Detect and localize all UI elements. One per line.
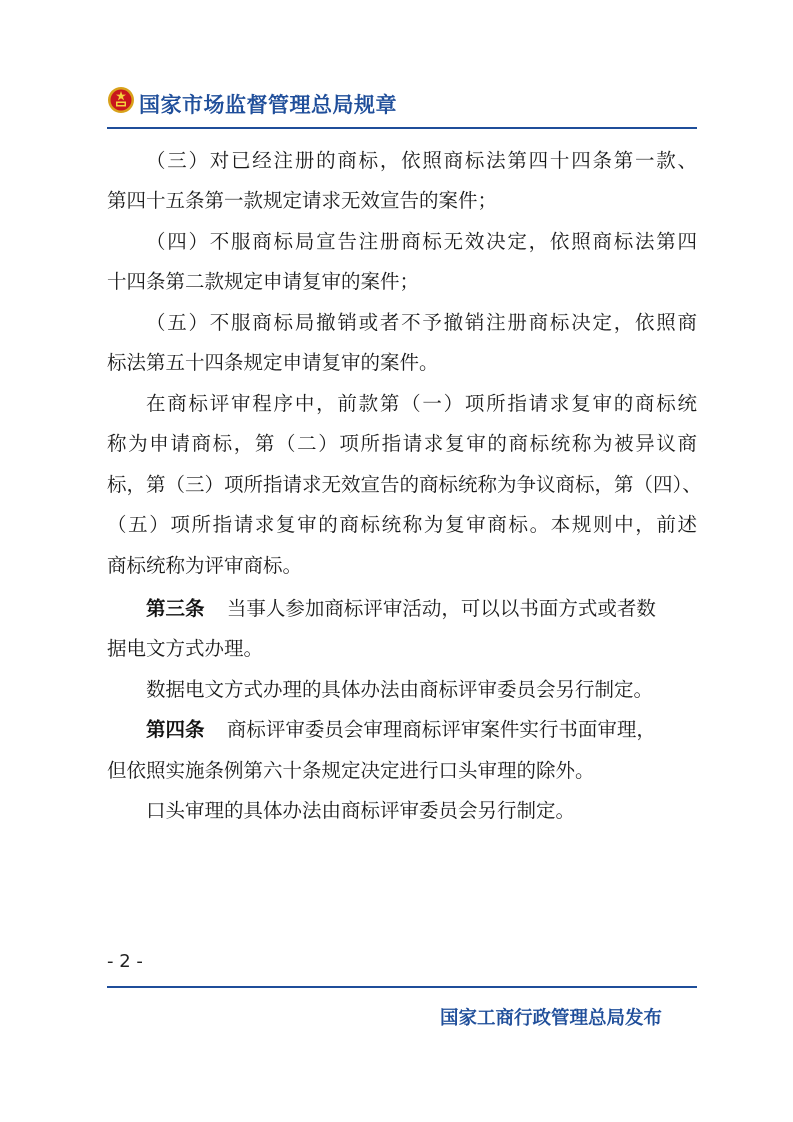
text-line: （四）不服商标局宣告注册商标无效决定，依照商标法第四 — [146, 230, 697, 253]
text-line: 第四十五条第一款规定请求无效宣告的案件； — [107, 189, 498, 212]
article-line — [146, 710, 697, 750]
footer-divider — [107, 986, 697, 988]
text-line: （三）对已经注册的商标，依照商标法第四十四条第一款、 — [146, 149, 697, 172]
text-line: 标法第五十四条规定申请复审的案件。 — [107, 351, 439, 374]
national-emblem-icon — [107, 86, 135, 114]
text-line: 但依照实施条例第六十条规定决定进行口头审理的除外。 — [107, 759, 595, 782]
text-line: 称为申请商标，第（二）项所指请求复审的商标统称为被异议商 — [107, 432, 697, 455]
header-title: 国家市场监督管理总局规章 — [139, 93, 397, 117]
article-label: 第三条 — [146, 597, 205, 620]
page-number: - 2 - — [107, 951, 143, 972]
text-line: 十四条第二款规定申请复审的案件； — [107, 270, 420, 293]
text-line: 口头审理的具体办法由商标评审委员会另行制定。 — [146, 799, 576, 822]
text-line: （五）项所指请求复审的商标统称为复审商标。本规则中，前述 — [107, 513, 697, 536]
text-line: 据电文方式办理。 — [107, 637, 264, 660]
text-line: （五）不服商标局撤销或者不予撤销注册商标决定，依照商 — [146, 311, 697, 334]
header-divider — [107, 127, 697, 129]
article-line — [146, 589, 697, 629]
document-header — [107, 86, 697, 120]
text-line: 商标统称为评审商标。 — [107, 554, 303, 577]
text-line: 商标评审委员会审理商标评审案件实行书面审理， — [226, 718, 656, 741]
footer-publisher: 国家工商行政管理总局发布 — [440, 1008, 663, 1029]
text-line: 标，第（三）项所指请求无效宣告的商标统称为争议商标，第（四）、 — [107, 473, 702, 496]
article-label: 第四条 — [146, 718, 205, 741]
text-line: 数据电文方式办理的具体办法由商标评审委员会另行制定。 — [146, 678, 654, 701]
text-line: 当事人参加商标评审活动，可以以书面方式或者数 — [226, 597, 656, 620]
text-line: 在商标评审程序中，前款第（一）项所指请求复审的商标统 — [146, 392, 697, 415]
